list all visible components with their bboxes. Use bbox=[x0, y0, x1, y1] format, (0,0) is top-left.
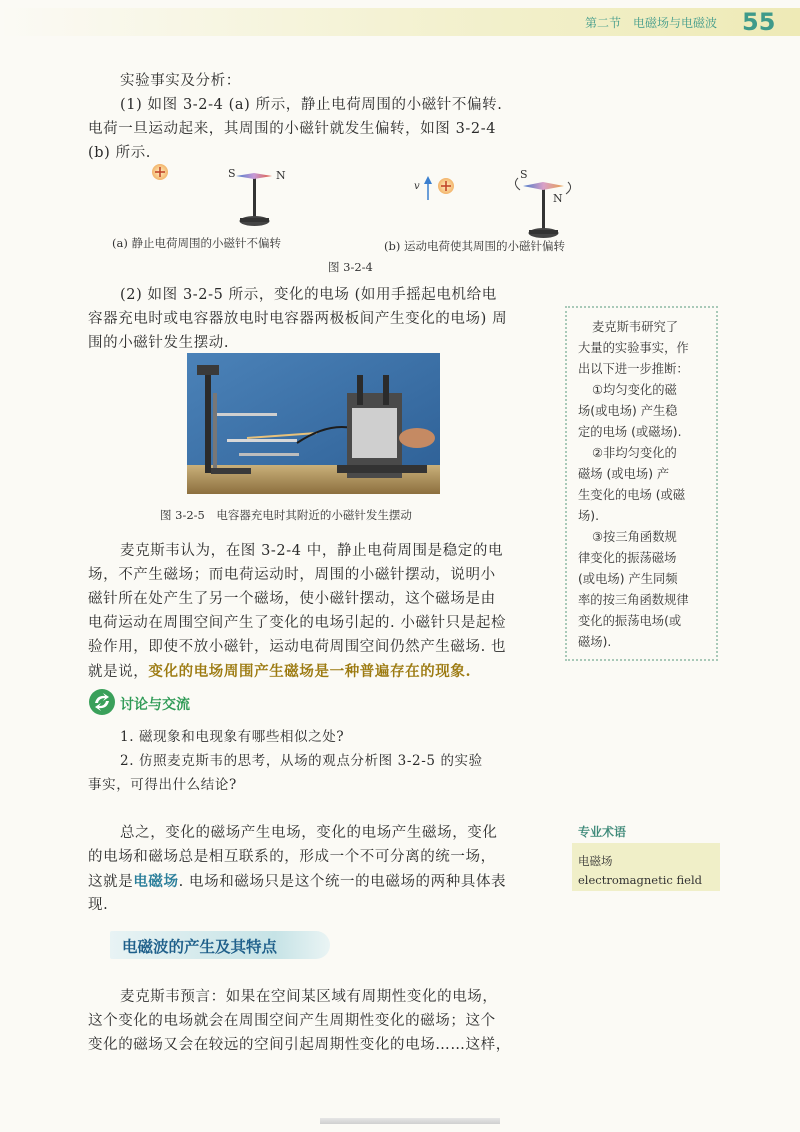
sidebar-line15: 变化的振荡电场(或 bbox=[578, 614, 682, 628]
caption-3-2-4: 图 3-2-4 bbox=[328, 260, 373, 274]
para5-line3: 变化的磁场又会在较远的空间引起周期性变化的电场……这样， bbox=[88, 1037, 511, 1053]
para3-line1: 麦克斯韦认为，在图 3-2-4 中，静止电荷周围是稳定的电 bbox=[120, 543, 504, 559]
sidebar-line9: 生变化的电场 (或磁 bbox=[578, 488, 686, 502]
para1-line2: 电荷一旦运动起来，其周围的小磁针就发生偏转，如图 3-2-4 bbox=[88, 121, 497, 137]
glossary-term-en: electromagnetic field bbox=[578, 873, 703, 887]
para1-line1: (1) 如图 3-2-4 (a) 所示，静止电荷周围的小磁针不偏转. bbox=[120, 97, 503, 113]
experiment-heading: 实验事实及分析： bbox=[120, 73, 241, 89]
sidebar-line5: 场(或电场) 产生稳 bbox=[578, 404, 678, 418]
section-heading: 电磁波的产生及其特点 bbox=[122, 938, 278, 956]
para4-line2: 的电场和磁场总是相互联系的，形成一个不可分离的统一场， bbox=[88, 849, 496, 865]
para2-line2: 容器充电时或电容器放电时电容器两极板间产生变化的电场) 周 bbox=[88, 311, 508, 327]
sidebar-line3: 出以下进一步推断： bbox=[578, 362, 689, 376]
para1-line3: (b) 所示. bbox=[88, 145, 152, 161]
figure-3-2-5-photo bbox=[187, 353, 440, 494]
para3-line2: 场，不产生磁场；而电荷运动时，周围的小磁针摆动，说明小 bbox=[88, 567, 496, 583]
caption-3-2-5: 图 3-2-5 电容器充电时其附近的小磁针发生摆动 bbox=[160, 508, 412, 522]
para3-line6 bbox=[88, 661, 471, 683]
sidebar-line14: 率的按三角函数规律 bbox=[578, 593, 689, 607]
sidebar-line13: (或电场) 产生同频 bbox=[578, 572, 678, 586]
sidebar-line6: 定的电场 (或磁场). bbox=[578, 425, 682, 439]
label-n-b: N bbox=[553, 192, 563, 205]
para3-line3: 磁针所在处产生了另一个磁场，使小磁针摆动，这个磁场是由 bbox=[88, 591, 496, 607]
para4-line4: 现. bbox=[88, 897, 109, 913]
label-v: v bbox=[414, 181, 420, 192]
discussion-q1: 1. 磁现象和电现象有哪些相似之处? bbox=[120, 729, 345, 745]
sidebar-line11: ③按三角函数规 bbox=[592, 530, 677, 544]
discussion-q2-line1: 2. 仿照麦克斯韦的思考，从场的观点分析图 3-2-5 的实验 bbox=[120, 753, 483, 769]
glossary-title: 专业术语 bbox=[578, 825, 627, 839]
para5-line1: 麦克斯韦预言：如果在空间某区域有周期性变化的电场， bbox=[120, 989, 498, 1005]
sidebar-line10: 场). bbox=[578, 509, 600, 523]
key-conclusion: 变化的电场周围产生磁场是一种普遍存在的现象. bbox=[148, 663, 472, 680]
sidebar-line8: 磁场 (或电场) 产 bbox=[578, 467, 670, 481]
compass-needle-a bbox=[236, 173, 272, 226]
label-s-a: S bbox=[228, 167, 236, 180]
para5-line2: 这个变化的电场就会在周围空间产生周期性变化的磁场；这个 bbox=[88, 1013, 496, 1029]
figure-3-2-4-diagram bbox=[0, 0, 800, 270]
term-highlight: 电磁场 bbox=[133, 873, 179, 890]
header-section-title: 第二节 电磁场与电磁波 bbox=[585, 16, 718, 30]
caption-3-2-4a: (a) 静止电荷周围的小磁针不偏转 bbox=[112, 236, 281, 250]
sidebar-line4: ①均匀变化的磁 bbox=[592, 383, 677, 397]
para3-line4: 电荷运动在周围空间产生了变化的电场引起的. 小磁针只是起检 bbox=[88, 615, 507, 631]
sidebar-line12: 律变化的振荡磁场 bbox=[578, 551, 677, 565]
compass-needle-b bbox=[515, 178, 570, 238]
para3-line5: 验作用，即使不放小磁针，运动电荷周围空间仍然产生磁场. 也 bbox=[88, 639, 507, 655]
sidebar-line16: 磁场). bbox=[578, 635, 612, 649]
para2-line3: 围的小磁针发生摆动. bbox=[88, 335, 230, 351]
glossary-term-zh: 电磁场 bbox=[578, 854, 613, 868]
discussion-title: 讨论与交流 bbox=[120, 697, 190, 713]
sidebar-line1: 麦克斯韦研究了 bbox=[592, 320, 679, 334]
moving-charge bbox=[438, 178, 454, 194]
static-charge bbox=[152, 164, 168, 180]
label-s-b: S bbox=[520, 168, 528, 181]
para2-line1: (2) 如图 3-2-5 所示，变化的电场 (如用手摇起电机给电 bbox=[120, 287, 497, 303]
sidebar-line2: 大量的实验事实，作 bbox=[578, 341, 689, 355]
page-number: 55 bbox=[742, 8, 776, 36]
para4-line3 bbox=[88, 871, 506, 893]
para3-line6-lead: 就是说， bbox=[88, 664, 149, 680]
footer-bar bbox=[320, 1118, 500, 1124]
discussion-q2-line2: 事实，可得出什么结论? bbox=[88, 777, 237, 793]
discussion-icon bbox=[88, 688, 116, 716]
para4-line1: 总之，变化的磁场产生电场，变化的电场产生磁场，变化 bbox=[120, 825, 498, 841]
para4-line3-lead: 这就是 bbox=[88, 874, 134, 890]
velocity-arrow bbox=[424, 176, 432, 200]
para4-line3-tail: . 电场和磁场只是这个统一的电磁场的两种具体表 bbox=[178, 874, 507, 890]
sidebar-line7: ②非均匀变化的 bbox=[592, 446, 677, 460]
label-n-a: N bbox=[276, 169, 286, 182]
caption-3-2-4b: (b) 运动电荷使其周围的小磁针偏转 bbox=[384, 239, 565, 253]
